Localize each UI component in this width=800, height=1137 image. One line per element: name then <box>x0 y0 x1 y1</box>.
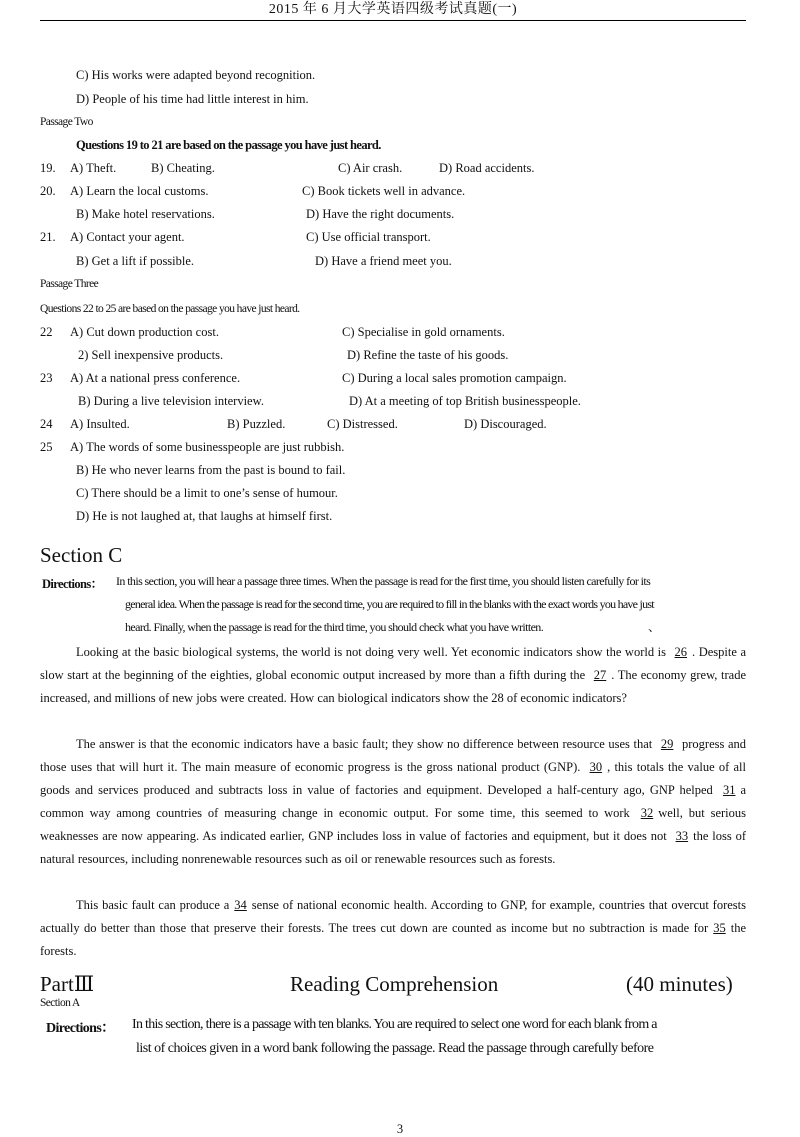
part-three-directions-label: Directions： <box>46 1021 115 1036</box>
part-three-directions-line-1: In this section, there is a passage with ten blanks. You are required to select one word for each blank from a <box>132 1017 657 1032</box>
q20-number: 20. <box>40 184 56 198</box>
q25-option-a: A) The words of some businesspeople are just rubbish. <box>70 440 345 454</box>
blank-27: 27 <box>593 668 607 682</box>
q24-option-c: C) Distressed. <box>327 417 398 431</box>
q21-option-b: B) Get a lift if possible. <box>76 254 195 268</box>
q25-number: 25 <box>40 440 53 454</box>
q25-option-c: C) There should be a limit to one’s sense of humour. <box>76 486 338 500</box>
blank-33: 33 <box>675 829 689 843</box>
q21-option-c: C) Use official transport. <box>306 230 431 244</box>
q22-number: 22 <box>40 325 53 339</box>
q22-option-d: D) Refine the taste of his goods. <box>347 348 509 362</box>
p2-text-c: , this totals the value of all goods and services produced and subtracts loss in value of factories and equipment. Developed a half-century ago, GNP helped <box>40 760 746 797</box>
section-c-directions-label: Directions： <box>42 577 103 591</box>
q24-option-d: D) Discouraged. <box>464 417 547 431</box>
p2-text-d: a common way among countries of measuring change in economic output. For some time, this seemed to work <box>40 783 746 820</box>
section-c-title: Section C <box>40 543 123 567</box>
p1-text-a: Looking at the basic biological systems, the world is not doing very well. Yet economic indicators show the world is <box>76 645 666 659</box>
q19-option-b: B) Cheating. <box>151 161 215 175</box>
q19-option-d: D) Road accidents. <box>439 161 535 175</box>
q19-option-c: C) Air crash. <box>338 161 403 175</box>
p1-text-c: . The economy grew, trade increased, and millions of new jobs were created. How can biological indicators show the 28 of economic indicators? <box>40 668 746 705</box>
part-three-directions-line-2: list of choices given in a word bank following the passage. Read the passage through carefully before <box>136 1041 654 1056</box>
section-c-paragraph-2 <box>40 733 746 871</box>
section-c-paragraph-3 <box>40 894 746 963</box>
p2-text-f: the loss of natural resources, including nonrenewable resources such as oil or renewable resources such as forests. <box>40 829 747 866</box>
q21-option-a: A) Contact your agent. <box>70 230 185 244</box>
q22-option-c: C) Specialise in gold ornaments. <box>342 325 505 339</box>
passage-three-label: Passage Three <box>40 278 99 290</box>
q20-option-d: D) Have the right documents. <box>306 207 455 221</box>
q24-option-b: B) Puzzled. <box>227 417 286 431</box>
q20-option-a: A) Learn the local customs. <box>70 184 209 198</box>
q24-option-a: A) Insulted. <box>70 417 130 431</box>
blank-32: 32 <box>640 806 654 820</box>
q23-number: 23 <box>40 371 53 385</box>
option-c-continued: C) His works were adapted beyond recognition. <box>76 68 316 82</box>
p3-text-a: This basic fault can produce a <box>76 898 230 912</box>
p2-text-e: well, but serious weaknesses are now appearing. As indicated earlier, GNP includes loss in value of factories and equipment, but it does not <box>40 806 746 843</box>
section-c-paragraph-1 <box>40 641 746 710</box>
part-three-title: Reading Comprehension <box>290 972 499 996</box>
page-number: 3 <box>396 1122 404 1136</box>
q22-option-a: A) Cut down production cost. <box>70 325 219 339</box>
p3-text-c: the forests. <box>40 921 746 958</box>
q19-number: 19. <box>40 161 56 175</box>
section-c-directions-mark: 、 <box>648 620 661 634</box>
section-c-directions-line-3: heard. Finally, when the passage is read for the third time, you should check what you have written. <box>125 620 544 634</box>
q25-option-b: B) He who never learns from the past is bound to fail. <box>76 463 346 477</box>
passage-three-instruction: Questions 22 to 25 are based on the passage you have just heard. <box>40 303 300 315</box>
q20-option-c: C) Book tickets well in advance. <box>302 184 466 198</box>
p3-text-b: sense of national economic health. According to GNP, for example, countries that overcut forests actually do better than those that preserve their forests. The trees cut down are counted as income but no subtraction is made for <box>40 898 746 935</box>
page-header: 2015 年 6 月大学英语四级考试真题(一) <box>40 0 746 21</box>
passage-two-instruction: Questions 19 to 21 are based on the passage you have just heard. <box>76 138 381 152</box>
option-d-continued: D) People of his time had little interest in him. <box>76 92 309 106</box>
p2-text-b: progress and those uses that will hurt it. The main measure of economic progress is the gross national product (GNP). <box>40 737 747 774</box>
blank-34: 34 <box>234 898 247 912</box>
q25-option-d: D) He is not laughed at, that laughs at himself first. <box>76 509 333 523</box>
q23-option-a: A) At a national press conference. <box>70 371 241 385</box>
part-three-time: (40 minutes) <box>626 972 733 996</box>
section-a-label: Section A <box>40 997 80 1009</box>
passage-two-label: Passage Two <box>40 116 93 128</box>
q21-number: 21. <box>40 230 56 244</box>
q22-option-b: 2) Sell inexpensive products. <box>78 348 224 362</box>
q23-option-d: D) At a meeting of top British businesspeople. <box>349 394 581 408</box>
blank-35: 35 <box>713 921 726 935</box>
blank-30: 30 <box>589 760 603 774</box>
blank-29: 29 <box>660 737 674 751</box>
section-c-directions-line-2: general idea. When the passage is read for the second time, you are required to fill in the blanks with the exact words you have just <box>125 597 654 611</box>
blank-31: 31 <box>722 783 736 797</box>
q21-option-d: D) Have a friend meet you. <box>315 254 452 268</box>
q19-option-a: A) Theft. <box>70 161 117 175</box>
q24-number: 24 <box>40 417 53 431</box>
p2-text-a: The answer is that the economic indicators have a basic fault; they show no difference between resource uses that <box>76 737 653 751</box>
q23-option-c: C) During a local sales promotion campaign. <box>342 371 567 385</box>
q20-option-b: B) Make hotel reservations. <box>76 207 215 221</box>
q23-option-b: B) During a live television interview. <box>78 394 264 408</box>
p1-text-b: . Despite a slow start at the beginning of the eighties, global economic output increased by more than a fifth during the <box>40 645 747 682</box>
section-c-directions-line-1: In this section, you will hear a passage three times. When the passage is read for the first time, you should listen carefully for its <box>116 574 651 588</box>
blank-26: 26 <box>674 645 688 659</box>
part-three-label: PartⅢ <box>40 972 95 996</box>
